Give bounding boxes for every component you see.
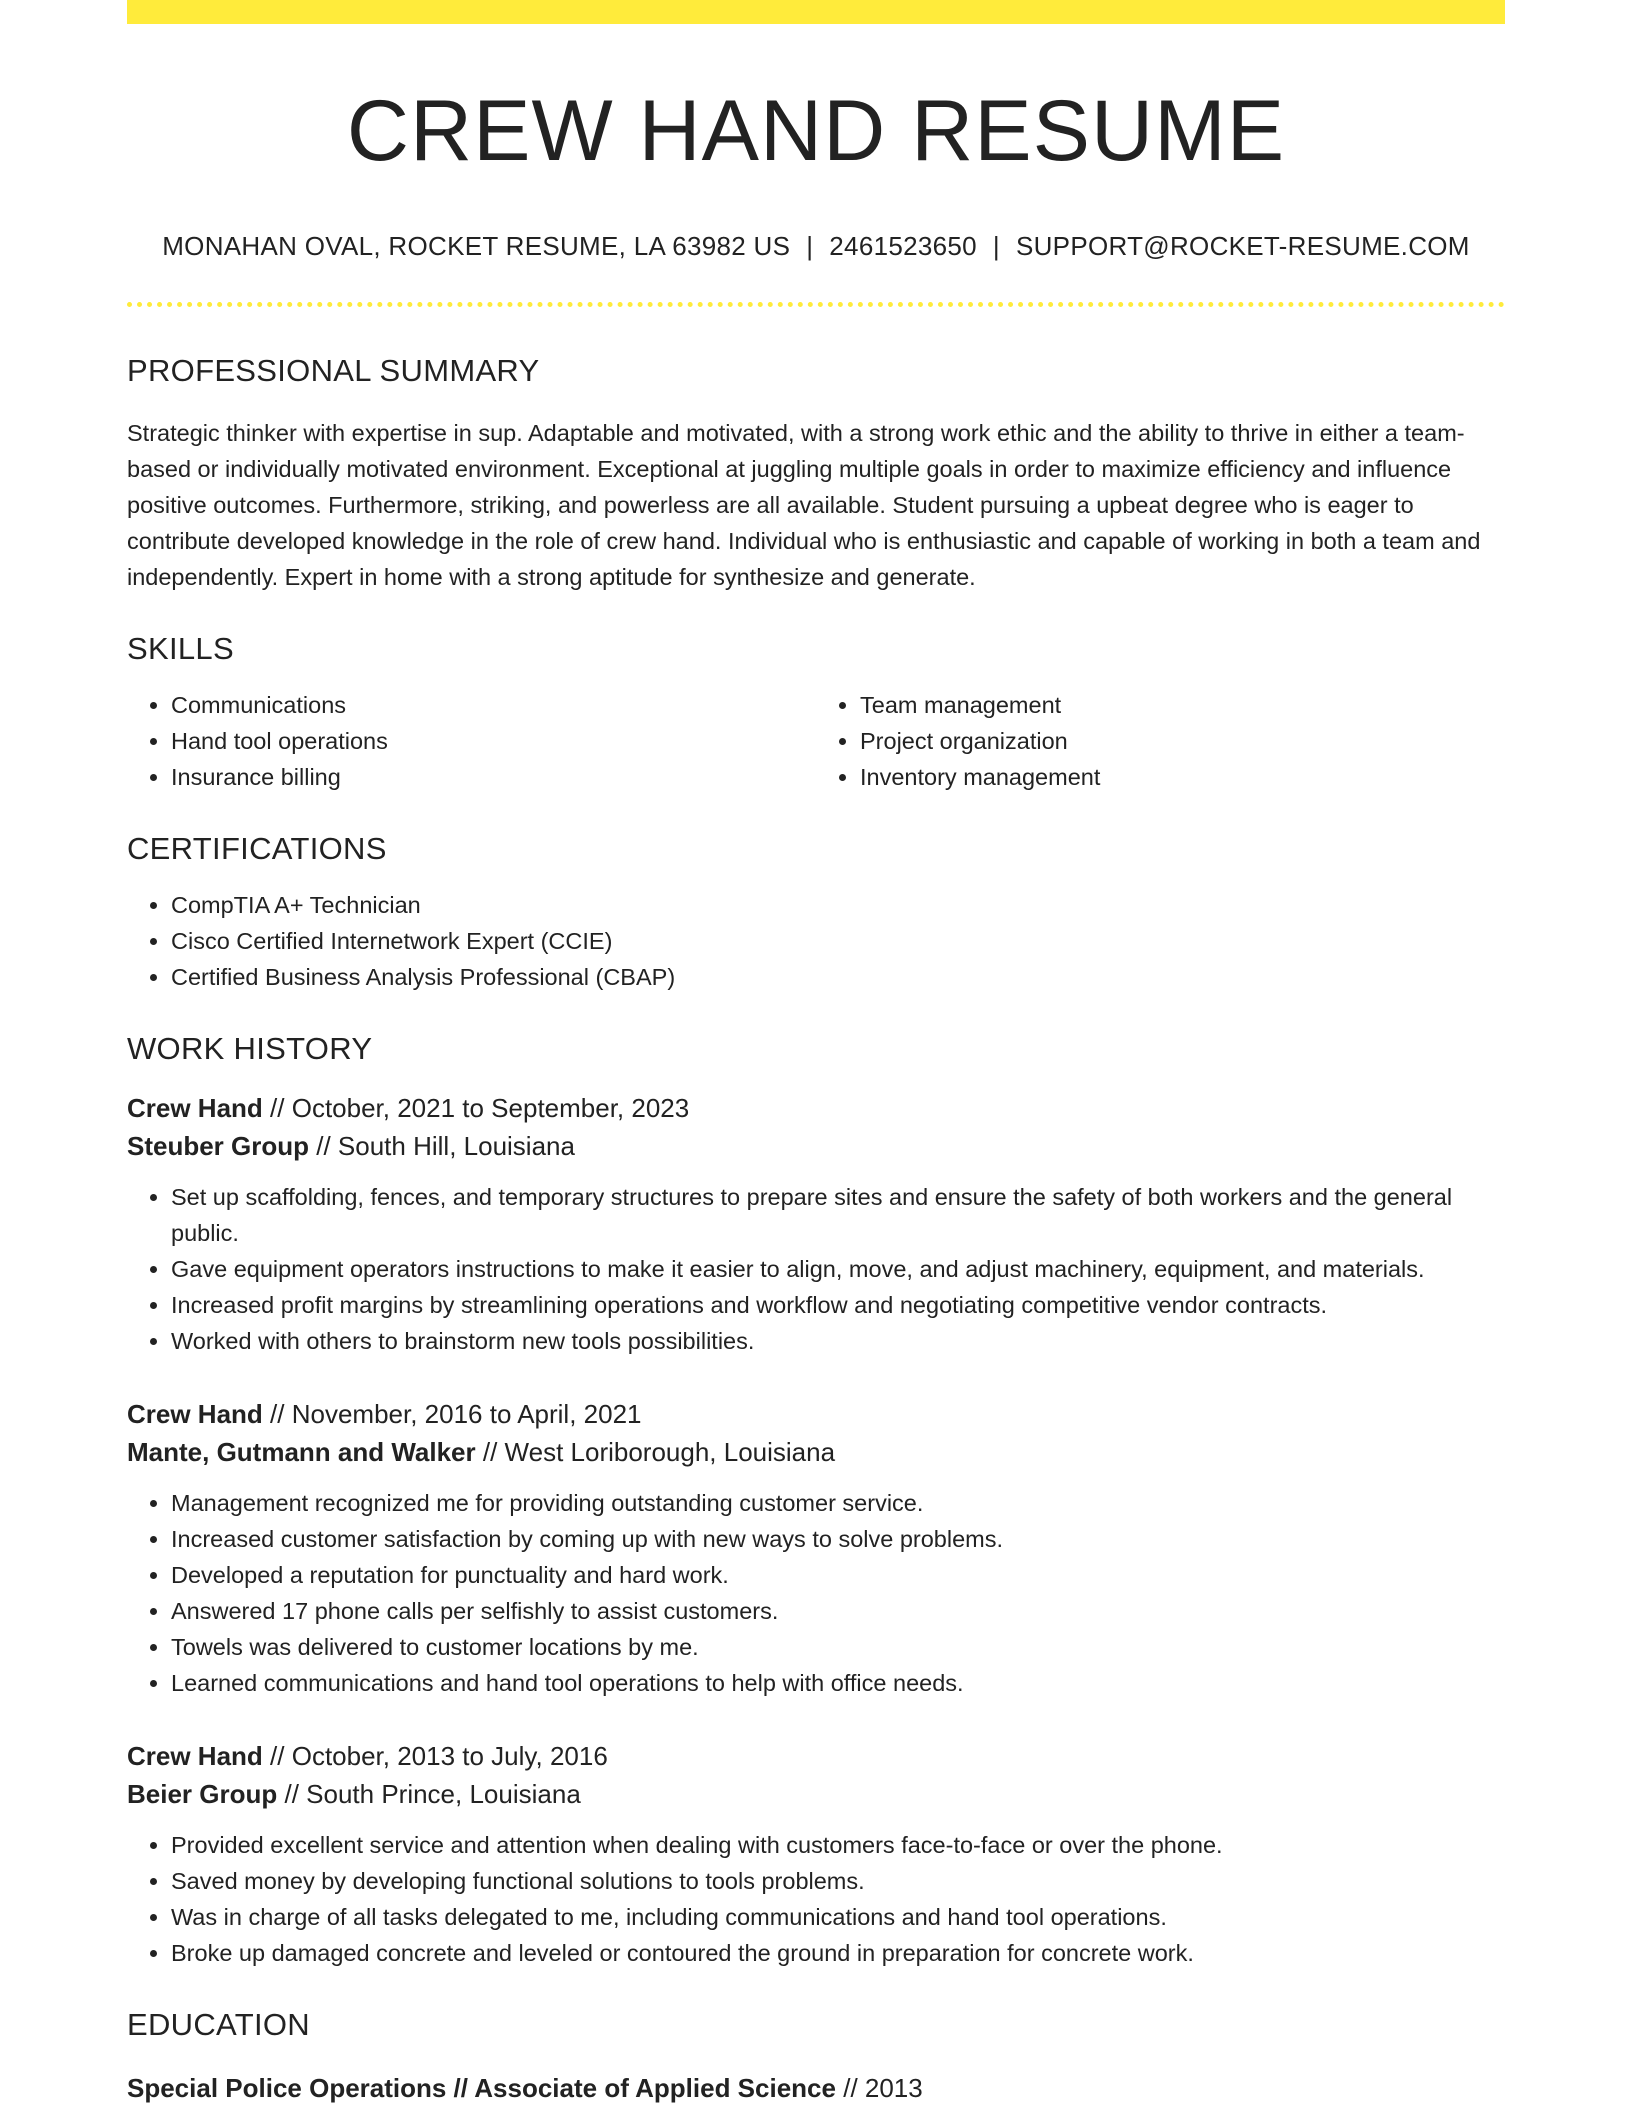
contact-email: SUPPORT@ROCKET-RESUME.COM — [1015, 230, 1470, 261]
contact-phone: 2461523650 — [829, 230, 977, 261]
job-location: // South Prince, Louisiana — [284, 1778, 581, 1809]
education-entry — [127, 2069, 1505, 2107]
job-entry — [127, 1395, 1505, 1701]
job-role: Crew Hand — [127, 1740, 263, 1771]
job-bullet: • Gave equipment operators instructions to make it easier to align, move, and adjust machinery, equipment, and materials. — [171, 1251, 1505, 1287]
job-company-line — [127, 1433, 1505, 1471]
job-bullets — [127, 1485, 1505, 1701]
dotted-divider — [127, 302, 1505, 307]
job-bullet: • Increased profit margins by streamlining operations and workflow and negotiating competitive vendor contracts. — [171, 1287, 1505, 1323]
section-title-summary: PROFESSIONAL SUMMARY — [127, 352, 540, 388]
certifications-section — [127, 831, 1505, 995]
job-bullet: • Saved money by developing functional solutions to tools problems. — [171, 1863, 1505, 1899]
accent-bar — [127, 0, 1505, 24]
contact-line — [127, 231, 1505, 262]
education-section — [127, 2007, 1505, 2107]
section-title-education: EDUCATION — [127, 2006, 310, 2042]
job-bullet: • Management recognized me for providing outstanding customer service. — [171, 1485, 1505, 1521]
job-bullet: • Towels was delivered to customer locations by me. — [171, 1629, 1505, 1665]
skill-item: • Team management — [860, 687, 1505, 723]
job-bullet: • Learned communications and hand tool operations to help with office needs. — [171, 1665, 1505, 1701]
job-role-line — [127, 1089, 1505, 1127]
job-bullet: • Set up scaffolding, fences, and temporary structures to prepare sites and ensure the safety of both workers and the general public. — [171, 1179, 1505, 1251]
job-entry — [127, 1089, 1505, 1359]
job-location: // West Loriborough, Louisiana — [482, 1436, 836, 1467]
skills-list-right — [816, 687, 1505, 795]
contact-separator: | — [992, 230, 1000, 261]
skill-item: • Inventory management — [860, 759, 1505, 795]
job-location: // South Hill, Louisiana — [316, 1130, 575, 1161]
job-bullet: • Was in charge of all tasks delegated to me, including communications and hand tool operations. — [171, 1899, 1505, 1935]
contact-separator: | — [806, 230, 814, 261]
job-bullet: • Broke up damaged concrete and leveled or contoured the ground in preparation for concrete work. — [171, 1935, 1505, 1971]
job-dates: // November, 2016 to April, 2021 — [270, 1398, 642, 1429]
education-year: // 2013 — [843, 2072, 923, 2103]
job-role: Crew Hand — [127, 1092, 263, 1123]
skill-item: • Project organization — [860, 723, 1505, 759]
skill-item: • Insurance billing — [171, 759, 816, 795]
certification-item: • Certified Business Analysis Professional (CBAP) — [171, 959, 1505, 995]
job-role: Crew Hand — [127, 1398, 263, 1429]
job-bullet: • Provided excellent service and attention when dealing with customers face-to-face or over the phone. — [171, 1827, 1505, 1863]
certification-item: • CompTIA A+ Technician — [171, 887, 1505, 923]
skill-item: • Hand tool operations — [171, 723, 816, 759]
job-company: Beier Group — [127, 1778, 278, 1809]
resume-page — [127, 0, 1505, 2107]
skills-list-left — [127, 687, 816, 795]
summary-text: Strategic thinker with expertise in sup. Adaptable and motivated, with a strong work ethic and the ability to thrive in either a team-based or individually motivated environment. Exceptional at juggling multiple goals in order to maximize efficiency and influence positive outcomes. Furthermore, striking, and powerless are all available. Student pursuing a upbeat degree who is eager to contribute developed knowledge in the role of crew hand. Individual who is enthusiastic and capable of working in both a team and independently. Expert in home with a strong aptitude for synthesize and generate. — [127, 419, 1481, 590]
job-bullets — [127, 1179, 1505, 1359]
job-bullet: • Answered 17 phone calls per selfishly to assist customers. — [171, 1593, 1505, 1629]
contact-address: MONAHAN OVAL, ROCKET RESUME, LA 63982 US — [162, 230, 791, 261]
section-title-skills: SKILLS — [127, 630, 234, 666]
skills-columns — [127, 687, 1505, 795]
job-company-line — [127, 1775, 1505, 1813]
skills-section — [127, 631, 1505, 795]
section-title-certifications: CERTIFICATIONS — [127, 830, 387, 866]
job-role-line — [127, 1395, 1505, 1433]
job-company: Mante, Gutmann and Walker — [127, 1436, 476, 1467]
certification-item: • Cisco Certified Internetwork Expert (CCIE) — [171, 923, 1505, 959]
job-bullets — [127, 1827, 1505, 1971]
job-bullet: • Increased customer satisfaction by coming up with new ways to solve problems. — [171, 1521, 1505, 1557]
section-title-work-history: WORK HISTORY — [127, 1030, 373, 1066]
job-dates: // October, 2013 to July, 2016 — [270, 1740, 608, 1771]
job-role-line — [127, 1737, 1505, 1775]
work-history-section — [127, 1031, 1505, 1971]
job-company-line — [127, 1127, 1505, 1165]
job-bullet: • Worked with others to brainstorm new tools possibilities. — [171, 1323, 1505, 1359]
job-company: Steuber Group — [127, 1130, 310, 1161]
job-bullet: • Developed a reputation for punctuality and hard work. — [171, 1557, 1505, 1593]
education-degree: Special Police Operations // Associate of Applied Science — [127, 2072, 836, 2103]
job-dates: // October, 2021 to September, 2023 — [270, 1092, 690, 1123]
certifications-list — [127, 887, 1505, 995]
skill-item: • Communications — [171, 687, 816, 723]
job-entry — [127, 1737, 1505, 1971]
resume-title: CREW HAND RESUME — [346, 83, 1286, 179]
